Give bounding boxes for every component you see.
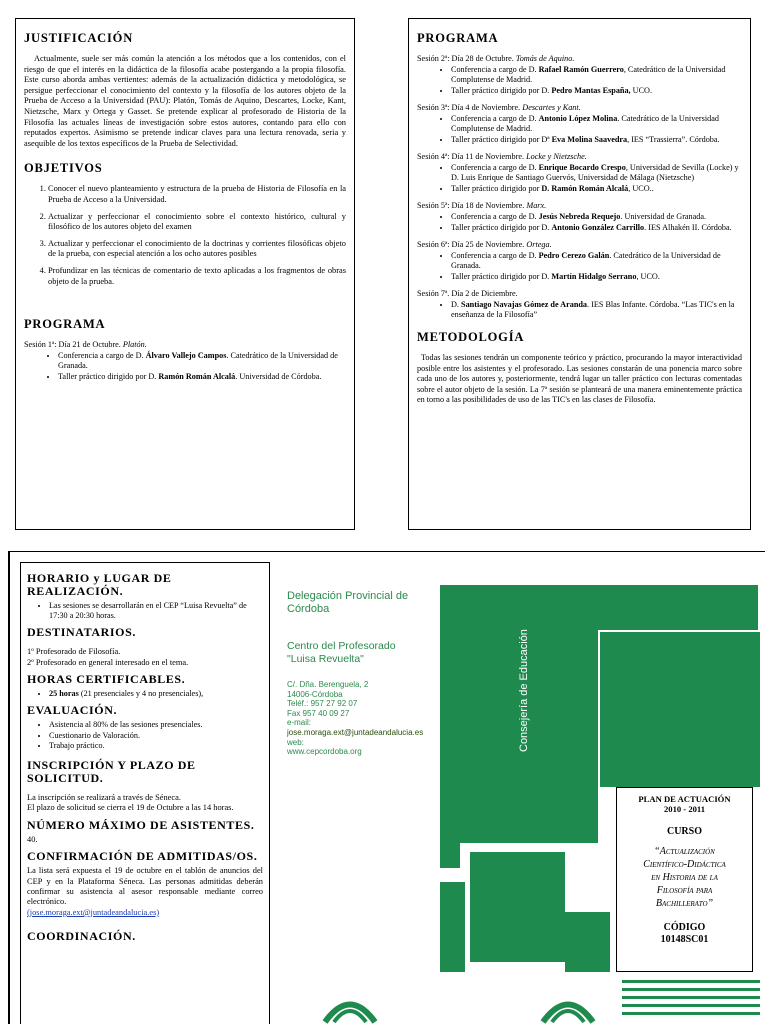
session-item: • Taller práctico dirigido por Dª Eva Molina Saavedra, IES “Trassierra”. Córdoba. [451, 135, 742, 145]
session-head: Sesión 3ª: Día 4 de Noviembre. Descartes y Kant. [417, 103, 581, 112]
green-block-top [598, 585, 758, 630]
green-block-step2 [470, 852, 565, 962]
justificacion-text: Actualmente, suele ser más común la atención a los métodos que a los contenidos, con el riesgo de que el interés en la didáctica de la filosofía acabe postergando a la propia filosofía. Este curso aborda ambas vertientes: además de la actualización didáctica y metodológica, se persigue perfeccionar el conocimiento del contexto y la filosofía de los autores objeto de la Prueba de Acceso a la Universidad (PAU): Platón, Tomás de Aquino, Descartes, Locke, Kant, Nietzsche, Marx y Ortega y Gasset. Se pretende explicar al profesorado de Historia de la Filosofía las actuales líneas de investigación sobre estos autores, contando para ello con reputados expertos. Asimismo se pretende indicar claves para una lectura renovada, seria y asequible de los textos específicos de la Prueba de Selectividad. [24, 54, 346, 148]
objetivo-item: 4. Profundizar en las técnicas de comentario de texto aplicadas a los fragmentos de obras objeto de la prueba. [48, 266, 346, 287]
session-head: Sesión 6ª: Día 25 de Noviembre. Ortega. [417, 240, 552, 249]
junta-logo-icon [538, 992, 598, 1024]
email-text[interactable]: jose.moraga.ext@juntadeandalucia.es [287, 727, 424, 737]
programa-left-title: PROGRAMA [24, 317, 106, 332]
stripe [622, 988, 760, 991]
metodologia-text: Todas las sesiones tendrán un componente teórico y práctico, procurando la mayor interactividad posible entre los asistentes y el profesorado. Las sesiones constarán de una ponencia marco sobre cada uno de los autores y, posteriormente, tendrá lugar un taller práctico con lecturas comentadas sobre el autor objeto de la sesión. La 7ª sesión se planteará de una manera eminentemente práctica en torno a las posibilidades de uso de las TIC's en las clases de Filosofía. [417, 353, 742, 404]
session-list [417, 114, 742, 145]
session-item: • Conferencia a cargo de D. Antonio López Molina. Catedrático de la Universidad Complutense de Madrid. [451, 114, 742, 134]
numero-title: NÚMERO MÁXIMO DE ASISTENTES. [27, 817, 255, 832]
junta-logo-icon [320, 992, 380, 1024]
confirmacion-title: CONFIRMACIÓN DE ADMITIDAS/OS. [27, 849, 258, 864]
objetivos-list [24, 184, 346, 287]
session-head: Sesión 1ª: Día 21 de Octubre. Platón. [24, 340, 147, 350]
green-block-right [600, 632, 760, 787]
address-block: C/. Dña. Berenguela, 2 14006-Córdoba Teléf.: 957 27 92 07 Fax 957 40 09 27 e-mail: jose.moraga.ext@juntadeandalucia.es web: www.cepcordoba.org [287, 680, 424, 757]
objetivo-item: 1. Conocer el nuevo planteamiento y estructura de la prueba de Historia de Filosofía en la Prueba de Acceso a la Universidad. [48, 184, 346, 205]
sessions-container [417, 54, 742, 320]
course-code-box: PLAN DE ACTUACIÓN 2010 - 2011 CURSO “Actualización Científico-Didáctica en Historia de la Filosofía para Bachillerato” CÓDIGO 10148SC01 [616, 787, 753, 972]
email-link[interactable]: (jose.moraga.ext@juntadeandalucia.es) [27, 907, 160, 917]
session-item: • Conferencia a cargo de D. Jesús Nebreda Requejo. Universidad de Granada. [451, 212, 742, 222]
session-list [417, 212, 742, 233]
session-list [417, 251, 742, 282]
session-list [417, 300, 742, 320]
session-item: • Taller práctico dirigido por D. Ramón Román Alcalá, UCO.. [451, 184, 742, 194]
session-item: • Conferencia a cargo de D. Enrique Bocardo Crespo, Universidad de Sevilla (Locke) y D. Luis Enrique de Santiago Guervós, Universidad de Málaga (Nietzsche) [451, 163, 742, 183]
stripe [622, 980, 760, 983]
session-item: • Conferencia a cargo de D. Rafael Ramón Guerrero, Catedrático de la Universidad Complutense de Madrid. [451, 65, 742, 85]
session-item: • Taller práctico dirigido por D. Martín Hidalgo Serrano, UCO. [451, 272, 742, 282]
centro-label: Centro del Profesorado "Luisa Revuelta" [287, 640, 396, 665]
justificacion-title: JUSTIFICACIÓN [24, 31, 134, 45]
session-head: Sesión 2ª: Día 28 de Octubre. Tomás de Aquino. [417, 54, 575, 63]
coordinacion-title: COORDINACIÓN. [27, 929, 136, 944]
course-title: “Actualización Científico-Didáctica en Historia de la Filosofía para Bachillerato” [643, 846, 726, 909]
horario-title: HORARIO y LUGAR DE REALIZACIÓN. [27, 571, 172, 598]
session-list [24, 351, 346, 382]
web-text[interactable]: www.cepcordoba.org [287, 747, 362, 757]
stripe [622, 1004, 760, 1007]
green-block-left [440, 882, 465, 972]
consejeria-label: Consejería de Educación [518, 629, 530, 752]
green-block-step3 [565, 912, 610, 972]
metodologia-title: METODOLOGÍA [417, 330, 525, 344]
session-item: • Taller práctico dirigido por D. Ramón Román Alcalá. Universidad de Córdoba. [58, 372, 346, 382]
programa-right-title: PROGRAMA [417, 31, 499, 45]
session-list [417, 65, 742, 96]
evaluacion-title: EVALUACIÓN. [27, 703, 118, 718]
session-head: Sesión 5ª: Día 18 de Noviembre. Marx. [417, 201, 547, 210]
objetivo-item: 3. Actualizar y perfeccionar el conocimiento de la doctrinas y corrientes filosóficas objeto de la prueba, con especial atención a los ocho autores posibles [48, 239, 346, 260]
session-item: • Taller práctico dirigido por D. Antonio González Carrillo. IES Alhakén II. Córdoba. [451, 223, 742, 233]
justificacion-panel [15, 18, 355, 530]
session-item: • Taller práctico dirigido por D. Pedro Mantas España, UCO. [451, 86, 742, 96]
programa-panel [408, 18, 751, 530]
destinatarios-title: DESTINATARIOS. [27, 625, 136, 640]
info-panel: HORARIO y LUGAR DE REALIZACIÓN. • Las sesiones se desarrollarán en el CEP “Luisa Revuelta” de 17:30 a 20:30 horas. DESTINATARIOS. 1º Profesorado de Filosofía. 2º Profesorado en general interesado en el tema. HORAS CERTIFICABLES. • 25 horas (21 presenciales y 4 no presenciales), EVALUACIÓN. • Asistencia al 80% de las sesiones presenciales. • Cuestionario de Valoración. • Trabajo práctico. INSCRIPCIÓN Y PLAZO DE SOLICITUD. La inscripción se realizará a través de Séneca. El plazo de solicitud se cierra el 19 de Octubre a las 14 horas. NÚMERO MÁXIMO DE ASISTENTES. 40. CONFIRMACIÓN DE ADMITIDAS/OS. La lista será expuesta el 19 de octubre en el tablón de anuncios del CEP y en la Plataforma Séneca. Las personas admitidas deberán confirmar su asistencia al asesor responsable mediante correo electrónico. (jose.moraga.ext@juntadeandalucia.es) COORDINACIÓN. [20, 562, 270, 1024]
session-item: • D. Santiago Navajas Gómez de Aranda. IES Blas Infante. Córdoba. “Las TIC's en la enseñanza de la Filosofía” [451, 300, 742, 320]
stripe [622, 1012, 760, 1015]
stripe [622, 996, 760, 999]
horario-list: • Las sesiones se desarrollarán en el CEP “Luisa Revuelta” de 17:30 a 20:30 horas. [27, 601, 263, 621]
objetivo-item: 2. Actualizar y perfeccionar el conocimiento sobre el contexto histórico, cultural y filosófico de los autores objeto del examen [48, 212, 346, 233]
horas-title: HORAS CERTIFICABLES. [27, 672, 186, 687]
course-code: 10148SC01 [660, 934, 709, 945]
session-list [417, 163, 742, 194]
brochure-sheet [8, 551, 765, 1024]
session-item: • Conferencia a cargo de D. Pedro Cerezo Galán. Catedrático de la Universidad de Granada. [451, 251, 742, 271]
session-head: Sesión 4ª: Día 11 de Noviembre. Locke y Nietzsche. [417, 152, 587, 161]
delegacion-label: Delegación Provincial de Córdoba [287, 590, 409, 615]
inscripcion-title: INSCRIPCIÓN Y PLAZO DE SOLICITUD. [27, 758, 196, 786]
green-block-step1 [440, 843, 460, 868]
session-head: Sesión 7ª. Día 2 de Diciembre. [417, 289, 518, 298]
objetivos-title: OBJETIVOS [24, 161, 103, 176]
session-item: • Conferencia a cargo de D. Álvaro Vallejo Campos. Catedrático de la Universidad de Granada. [58, 351, 346, 371]
evaluacion-list: • Asistencia al 80% de las sesiones presenciales. • Cuestionario de Valoración. • Trabajo práctico. [27, 720, 263, 751]
